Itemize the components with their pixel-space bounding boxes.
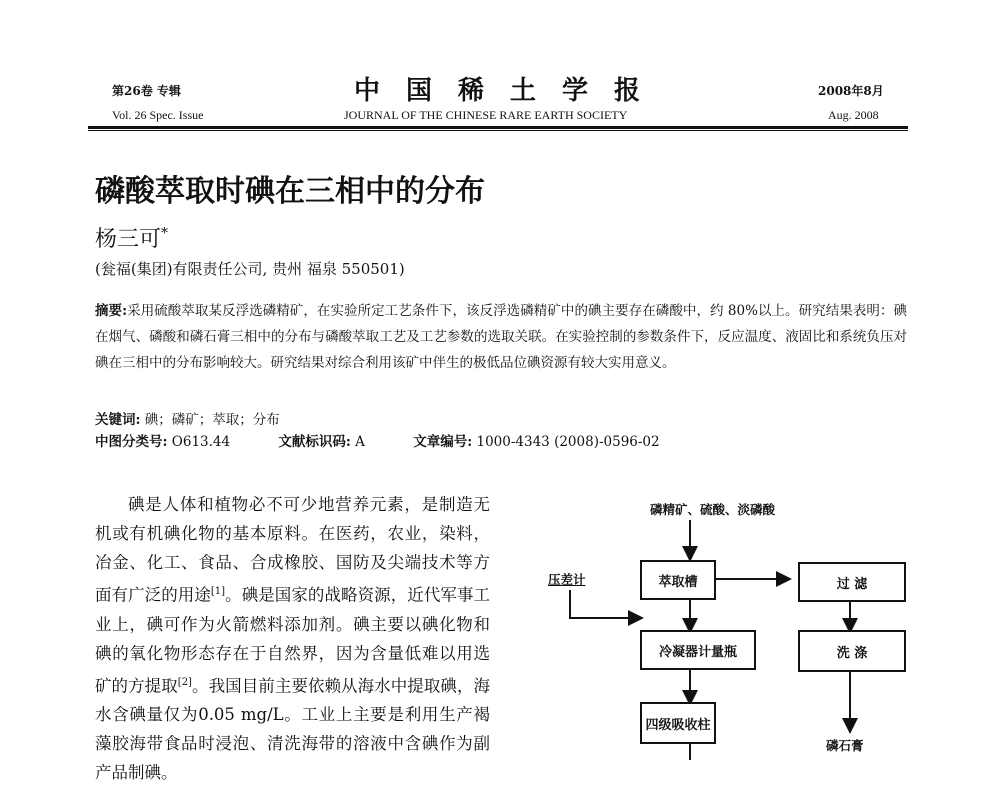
abstract bbox=[95, 298, 907, 376]
doc-code-value: A bbox=[355, 434, 365, 450]
body-part1: 碘是人体和植物必不可少地营养元素，是制造无机或有机碘化物的基本原料。在医药，农业，染料，冶金、化工、食品、合成橡胶、国防及尖端技术等方面有广泛的用途 bbox=[95, 495, 490, 605]
flow-box-extraction: 萃取槽 bbox=[640, 560, 716, 600]
flow-input-label: 磷精矿、硫酸、淡磷酸 bbox=[650, 502, 776, 517]
article-no-value: 1000-4343 (2008)-0596-02 bbox=[476, 434, 660, 450]
author bbox=[95, 222, 168, 253]
flow-gypsum-label: 磷石膏 bbox=[826, 738, 864, 753]
flowchart-arrows bbox=[540, 490, 940, 760]
doc-code-label: 文献标识码: bbox=[278, 434, 351, 450]
affiliation: (瓮福(集团)有限责任公司, 贵州 福泉 550501) bbox=[95, 260, 405, 278]
flow-pressure-label: 压差计 bbox=[548, 572, 586, 587]
header-date-cn: 2008年8月 bbox=[818, 84, 884, 98]
header-rule-thick bbox=[88, 126, 908, 129]
author-mark: * bbox=[161, 225, 169, 242]
author-name: 杨三可 bbox=[95, 227, 162, 252]
keywords-label: 关键词: bbox=[95, 412, 141, 428]
header-volume-en: Vol. 26 Spec. Issue bbox=[112, 108, 204, 122]
classification-line bbox=[95, 430, 704, 450]
keywords bbox=[95, 408, 280, 428]
flow-box-filter: 过 滤 bbox=[798, 562, 906, 602]
article-no-label: 文章编号: bbox=[413, 434, 473, 450]
citation-ref2: [2] bbox=[177, 676, 192, 688]
citation-ref1: [1] bbox=[210, 586, 226, 597]
body-part3: 。我国目前主要依赖从海水中提取碘，海水含碘量仅为0.05 mg/L。工业上主要是利用生产褐藻胶海带食品时浸泡、清洗海带的溶液中含碘作为副产品制碘。 bbox=[95, 676, 491, 782]
article-title: 磷酸萃取时碘在三相中的分布 bbox=[95, 174, 485, 209]
journal-title-cn: 中国稀土学报 bbox=[354, 76, 667, 106]
keywords-text: 碘；磷矿；萃取；分布 bbox=[144, 412, 280, 428]
abstract-text: 采用硫酸萃取某反浮选磷精矿，在实验所定工艺条件下，该反浮选磷精矿中的碘主要存在磷酸中，约 80%以上。研究结果表明：碘在烟气、磷酸和磷石膏三相中的分布与磷酸萃取工艺及工艺参数的选取关联。在实验控制的参数条件下，反应温度、液固比和系统负压对碘在三相中的分布影响较大。研究结果对综合利用该矿中伴生的极低品位碘资源有较大实用意义。 bbox=[95, 303, 907, 371]
header-date-en: Aug. 2008 bbox=[828, 108, 879, 122]
body-paragraph bbox=[95, 490, 490, 787]
abstract-label: 摘要: bbox=[95, 303, 128, 319]
clc-value: O613.44 bbox=[171, 434, 231, 450]
arrow-pressure-to-condenser bbox=[570, 590, 640, 618]
body-part2: 。碘是国家的战略资源，近代军事工业上，碘可作为火箭燃料添加剂。碘主要以碘化物和碘的氧化物形态存在于自然界，因为含量低难以用选矿的方提取 bbox=[95, 585, 491, 695]
header-volume-cn: 第26卷 专辑 bbox=[112, 84, 181, 98]
flow-box-wash: 洗 涤 bbox=[798, 630, 906, 672]
flow-box-absorber: 四级吸收柱 bbox=[640, 702, 716, 744]
journal-title-en: JOURNAL OF THE CHINESE RARE EARTH SOCIETY bbox=[344, 108, 628, 122]
clc-label: 中图分类号: bbox=[95, 434, 168, 450]
header-rule-thin bbox=[88, 130, 908, 131]
flow-box-condenser: 冷凝器计量瓶 bbox=[640, 630, 756, 670]
